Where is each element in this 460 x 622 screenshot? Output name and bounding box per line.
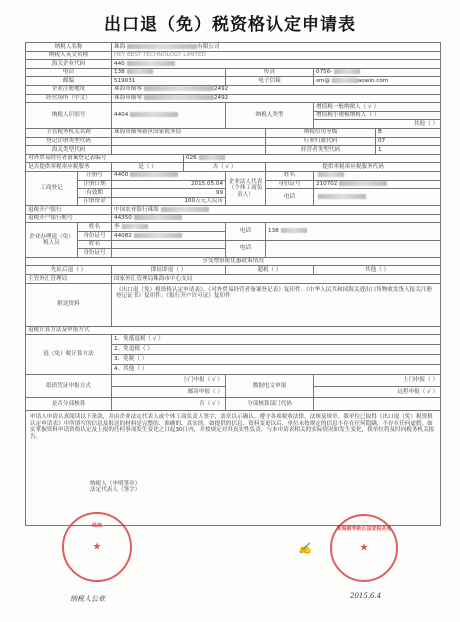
redacted-mark [281, 228, 307, 233]
legal-label: 企业法人代表（个体工商负责人） [226, 171, 266, 205]
customs-code-cell: 440 [112, 60, 441, 69]
service-no-option: 否（ √ ） [184, 163, 266, 172]
legal-tel-label: 电话 [266, 189, 314, 206]
legal-name-value [314, 171, 441, 180]
handler1-name-cell: 李 [112, 223, 226, 232]
reg-type-label: 登记注册类型代码 [26, 137, 112, 146]
tax-bureau-seal-right: 珠海横琴新区国家税务局 ★ [330, 514, 398, 582]
policy-label: 享受增值税优惠政策情况 [26, 257, 441, 266]
edata-door-option: 上门申报（ ） [314, 375, 441, 387]
applicant-sign-label: 纳税人（申明签章） [90, 480, 141, 487]
taxid-label: 纳税人识别号 [26, 103, 112, 129]
reg-type-value [112, 137, 266, 146]
redacted-mark [127, 44, 197, 49]
policy-immediate: 即征即退（ ） [112, 266, 226, 275]
service-code-label: 提供零税率应税服务代码 [266, 163, 441, 172]
seal-star-icon: ★ [359, 542, 369, 554]
calc-option-2: 2、免退税（ ） [112, 345, 441, 355]
reg-no-cell: 4400 [112, 171, 226, 180]
customs-type-value [112, 146, 266, 155]
credit-value: B [376, 128, 441, 137]
company-seal-left: 珠海 ★ [62, 512, 132, 582]
branch-value [314, 398, 441, 411]
handler2-id-label: 身份证号 [78, 249, 112, 258]
legal-tel-value [314, 189, 441, 206]
fx-label: 主管外汇管理局 [26, 275, 112, 284]
policy-exempt: 超税（ ） [226, 266, 314, 275]
declaration-cell [26, 411, 441, 526]
valid-label: 有效期 [78, 189, 112, 198]
legal-sign-label: 法定代表人（签字） [90, 487, 141, 494]
method-label: 退税计算方法及申报方式 [26, 326, 441, 335]
taxpayer-en-label: 纳税人英文名称 [26, 51, 112, 60]
service-yes-option: 是（ ） [112, 163, 184, 172]
taxpayer-type-label: 纳税人类型 [226, 103, 314, 129]
taxpayer-name-cell: 珠海 有限公司 [112, 43, 441, 52]
fax-label: 传真 [226, 68, 314, 77]
form-title: 出口退（免）税资格认定申请表 [104, 15, 356, 35]
stamp-left-label: 纳税人公章 [70, 595, 105, 603]
reg-addr-label: 企业注册地址 [26, 85, 112, 94]
foreign-trade-cell: 026 [184, 154, 441, 163]
handler2-id-value [112, 249, 226, 258]
tax-office-label: 主管税务机关名称 [26, 128, 112, 137]
paper-door-option: 上门申报（ √ ） [112, 375, 226, 387]
handler1-tel-cell: 138 [266, 223, 441, 240]
reg-date-value: 2015.05.04 [112, 180, 226, 189]
handler1-name-label: 姓名 [78, 223, 112, 232]
fx-value: 国家外汇管理局珠海市中心支局 [112, 275, 441, 284]
attach-text: 《出口退（免）税资格认定申请表》、《对外贸易经营者备案登记表》复印件、《中华人民共和国海关进出口货物收发货人报关注册登记证书》复印件、《银行开户许可证》复印件 [112, 283, 441, 326]
edata-remote-option: 远程申报（ √ ） [314, 386, 441, 398]
postcode-label: 邮编 [26, 77, 112, 86]
tax-office-value: 珠海市横琴新区国家税务局 [112, 128, 266, 137]
service-q-label: 是否提供零税率应税服务 [26, 163, 112, 172]
legal-id-label: 身份证号 [266, 180, 314, 189]
policy-other: 其他（ ） [314, 266, 441, 275]
refund-acct-label: 退税开户银行账号 [26, 214, 112, 223]
biz-addr-label: 经营场所（中文） [26, 94, 112, 103]
capital-label: 注册资金 [78, 197, 112, 206]
type-small-option: 增值税小规模纳税人（ ） [314, 111, 441, 120]
redacted-mark [339, 181, 387, 186]
reg-date-label: 注册日期 [78, 180, 112, 189]
redacted-mark [144, 95, 214, 100]
op-type-label: 经营者类型代码 [266, 146, 376, 155]
industry-value: 07 [376, 137, 441, 146]
fax-cell: 0756- [314, 68, 441, 77]
legal-name-label: 姓名 [266, 171, 314, 180]
refund-bank-label: 退税开户银行 [26, 206, 112, 215]
redacted-mark [318, 194, 366, 199]
email-cell: sm@ aowin.com [314, 77, 441, 86]
redacted-mark [332, 78, 358, 83]
handler2-name-label: 姓名 [78, 240, 112, 249]
redacted-mark [334, 69, 360, 74]
redacted-mark [130, 112, 178, 117]
valid-value: 99 [112, 189, 226, 198]
seal-star-icon: ★ [92, 541, 102, 553]
policy-first: 先征后退（ ） [26, 266, 112, 275]
paper-label: 纸质凭证申报方式 [26, 375, 112, 398]
legal-signature: ✍ [298, 542, 312, 555]
taxpayer-en-value: HEY BEST TECHNOLOGY LIMITED [112, 51, 441, 60]
postcode-value: 519031 [112, 77, 226, 86]
calc-option-4: 4、其他（ ） [112, 365, 441, 375]
redacted-mark [144, 86, 214, 91]
handler1-id-label: 身份证号 [78, 232, 112, 241]
op-type-value: 1 [376, 146, 441, 155]
agency-no-option: 否（ √ ） [112, 398, 226, 411]
reg-addr-cell: 珠海市横琴 2492 [112, 85, 441, 94]
attach-label: 附送资料 [26, 283, 112, 326]
redacted-mark [134, 233, 182, 238]
edata-label: 数据电文申报 [226, 375, 314, 398]
handler2-name-value [112, 240, 226, 249]
customs-type-label: 海关类型代码 [26, 146, 112, 155]
biz-addr-cell: 珠海市横琴 2492 [112, 94, 441, 103]
phone-cell: 138 [112, 68, 226, 77]
biz-reg-label: 工商登记 [26, 171, 78, 205]
branch-label: 分部核算部门代码 [226, 398, 314, 411]
email-label: 电子信箱 [226, 77, 314, 86]
handler1-id-cell: 44082 [112, 232, 226, 241]
type-general-option: 增值税一般纳税人（ √ ） [314, 103, 441, 112]
taxid-cell: 4404 [112, 103, 226, 129]
legal-id-cell: 210702 [314, 180, 441, 189]
handler1-tel-label: 电话 [226, 223, 266, 240]
handler2-tel-value [266, 240, 441, 257]
capital-value: 100万元人民币 [112, 197, 226, 206]
sign-date: 2015.6.4 [350, 592, 382, 600]
calc-label: 退（免）税计算方法 [26, 335, 112, 375]
calc-option-3: 3、免税（ ） [112, 355, 441, 365]
refund-acct-cell: 44350 [112, 214, 441, 223]
redacted-mark [130, 172, 178, 177]
reg-no-label: 注册号 [78, 171, 112, 180]
paper-mail-option: 邮寄申报（ ） [112, 386, 226, 398]
redacted-mark [127, 61, 175, 66]
taxpayer-name-label: 纳税人名称 [26, 43, 112, 52]
agency-q-label: 是否分部核算 [26, 398, 112, 411]
redacted-mark [127, 69, 153, 74]
industry-label: 行业归属代码 [266, 137, 376, 146]
redacted-mark [199, 155, 225, 160]
calc-option-1: 1、免抵退税（ √ ） [112, 335, 441, 345]
phone-label: 电话 [26, 68, 112, 77]
form-table [25, 42, 441, 526]
handler2-tel-label: 电话 [226, 240, 266, 257]
declaration-text: 申请人申请认真阅读以下条款，并由企业法定代表人或个体工商负责人签字，盖章以示确认。遵守各项税收法律、法规及规章。我单位已取得《出口退（免）税资格认定申请表》中所填写的信息及报送的材料是完整的、准确的、真实的。如提供的信息、资料变更以后，单位未按规定的信息不存在任何隐瞒，不存在任何虚假。如实掌握资料申请资格认定及上报的任何事项发生变化之日起30日内，并按规定对其真实性负责。与本申请表相关的实际情况如发生变化，我单位将及时向税务机关报告。 [30, 414, 435, 440]
handler-label: 企业办理退（免）税人员 [26, 223, 78, 257]
redacted-mark [134, 215, 182, 220]
redacted-mark [161, 207, 209, 212]
customs-code-label: 海关企业代码 [26, 60, 112, 69]
credit-label: 纳税信用等级 [266, 128, 376, 137]
type-other-option: 其他（ ） [314, 120, 441, 129]
redacted-mark [122, 224, 148, 229]
foreign-trade-label: 对外贸易经营者备案登记表编号 [26, 154, 184, 163]
refund-bank-cell: 中国农业银行珠海 [112, 206, 441, 215]
redacted-mark [318, 172, 344, 177]
